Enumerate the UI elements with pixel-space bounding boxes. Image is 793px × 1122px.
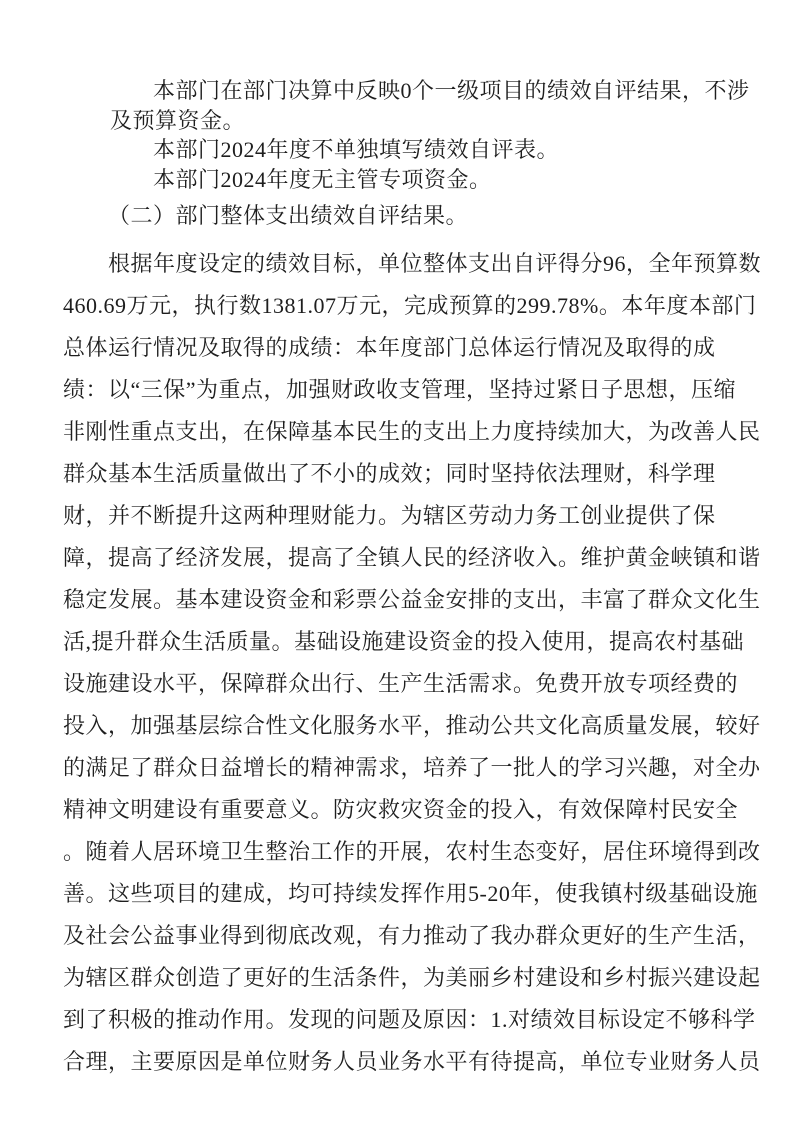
paragraph [63,243,762,1083]
text-line: 合理，主要原因是单位财务人员业务水平有待提高，单位专业财务人员 [63,1049,761,1074]
text-line: 投入，加强基层综合性文化服务水平，推动公共文化高质量发展，较好 [63,713,761,738]
paragraph [110,165,731,195]
text-line: 根据年度设定的绩效目标，单位整体支出自评得分96，全年预算数 [108,251,762,276]
text-line: 本部门在部门决算中反映0个一级项目的绩效自评结果，不涉 [153,78,750,103]
text-line: 绩：以“三保”为重点，加强财政收支管理，坚持过紧日子思想，压缩 [63,377,737,402]
paragraph [110,135,731,165]
text-line: 总体运行情况及取得的成绩：本年度部门总体运行情况及取得的成 [63,335,716,360]
text-line: 善。这些项目的建成，均可持续发挥作用5-20年，使我镇村级基础设施 [63,881,758,906]
overall-expenditure-self-eval-paragraph [63,243,762,1083]
text-line: 为辖区群众创造了更好的生活条件，为美丽乡村建设和乡村振兴建设起 [63,965,761,990]
section-heading: （二）部门整体支出绩效自评结果。 [108,203,469,228]
paragraph [110,76,750,135]
text-line: 财，并不断提升这两种理财能力。为辖区劳动力务工创业提供了保 [63,503,716,528]
text-line: 障，提高了经济发展，提高了全镇人民的经济收入。维护黄金峡镇和谐 [63,545,761,570]
text-line: 及社会公益事业得到彻底改观，有力推动了我办群众更好的生产生活， [63,923,761,948]
text-line: 本部门2024年度不单独填写绩效自评表。 [153,137,560,162]
text-line: 设施建设水平，保障群众出行、生产生活需求。免费开放专项经费的 [63,671,739,696]
text-line: 群众基本生活质量做出了不小的成效；同时坚持依法理财，科学理 [63,461,716,486]
text-line: 精神文明建设有重要意义。防灾救灾资金的投入，有效保障村民安全 [63,797,739,822]
text-line: 稳定发展。基本建设资金和彩票公益金安排的支出，丰富了群众文化生 [63,587,761,612]
text-line: 到了积极的推动作用。发现的问题及原因：1.对绩效目标设定不够科学 [63,1007,756,1032]
project-self-eval-notes [110,76,750,194]
text-line: 本部门2024年度无主管专项资金。 [153,166,492,192]
text-line: 的满足了群众日益增长的精神需求，培养了一批人的学习兴趣，对全办 [63,755,761,780]
text-line: 活,提升群众生活质量。基础设施建设资金的投入使用，提高农村基础 [63,629,745,654]
text-line: 及预算资金。 [110,107,246,133]
text-line: 非刚性重点支出，在保障基本民生的支出上力度持续加大，为改善人民 [63,419,761,444]
text-line: 。随着人居环境卫生整治工作的开展，农村生态变好，居住环境得到改 [63,839,761,864]
text-line: 460.69万元，执行数1381.07万元，完成预算的299.78%。本年度本部门 [63,293,757,318]
